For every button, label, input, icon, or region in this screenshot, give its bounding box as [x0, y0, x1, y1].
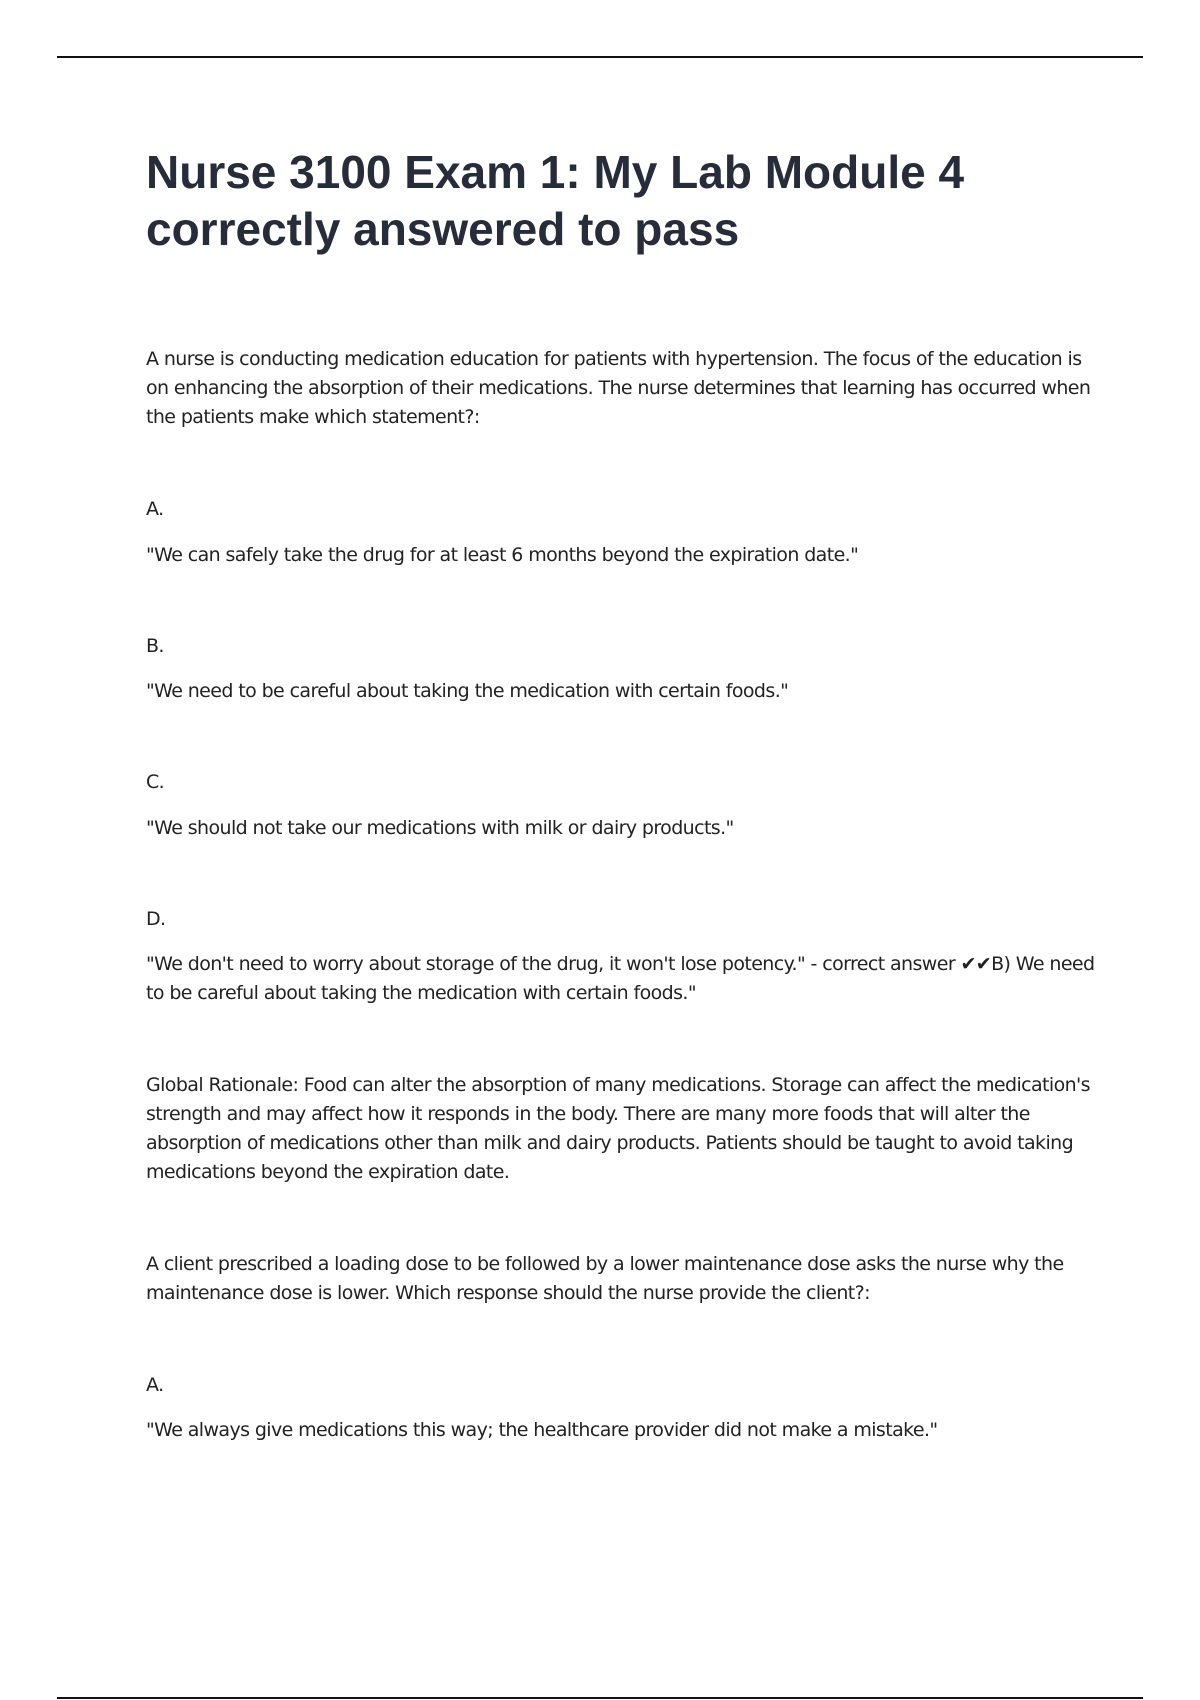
top-divider — [57, 56, 1143, 58]
question-2-stem: A client prescribed a loading dose to be followed by a lower maintenance dose asks the nurse why the maintenance dose is lower. Which response should the nurse provide the client?: — [146, 1253, 1064, 1304]
bottom-divider — [57, 1697, 1143, 1699]
question-1-option-d-text-with-answer: "We don't need to worry about storage of the drug, it won't lose potency." - correct answer ✔✔B) We need to be careful about taking the medication with certain foods." — [146, 953, 1095, 1004]
question-1-option-c-text: "We should not take our medications with milk or dairy products." — [146, 817, 734, 839]
question-1-option-b-label: B. — [146, 635, 164, 657]
question-1-option-b-text: "We need to be careful about taking the medication with certain foods." — [146, 680, 789, 702]
question-1-option-a-text: "We can safely take the drug for at least 6 months beyond the expiration date." — [146, 544, 859, 566]
question-1-option-c-label: C. — [146, 771, 165, 793]
question-1-stem: A nurse is conducting medication education for patients with hypertension. The focus of the education is on enhancing the absorption of their medications. The nurse determines that learning has occurred when the patients make which statement?: — [146, 348, 1091, 428]
question-1-option-a-label: A. — [146, 498, 164, 520]
question-2-option-a-text: "We always give medications this way; the healthcare provider did not make a mistake." — [146, 1419, 938, 1441]
question-1-rationale: Global Rationale: Food can alter the absorption of many medications. Storage can affect the medication's strength and may affect how it responds in the body. There are many more foods that will alter the absorption of medications other than milk and dairy products. Patients should be taught to avoid taking medications beyond the expiration date. — [146, 1074, 1090, 1183]
question-2-option-a-label: A. — [146, 1374, 164, 1396]
document-title: Nurse 3100 Exam 1: My Lab Module 4 correctly answered to pass — [146, 146, 965, 255]
question-1-option-d-label: D. — [146, 908, 166, 930]
